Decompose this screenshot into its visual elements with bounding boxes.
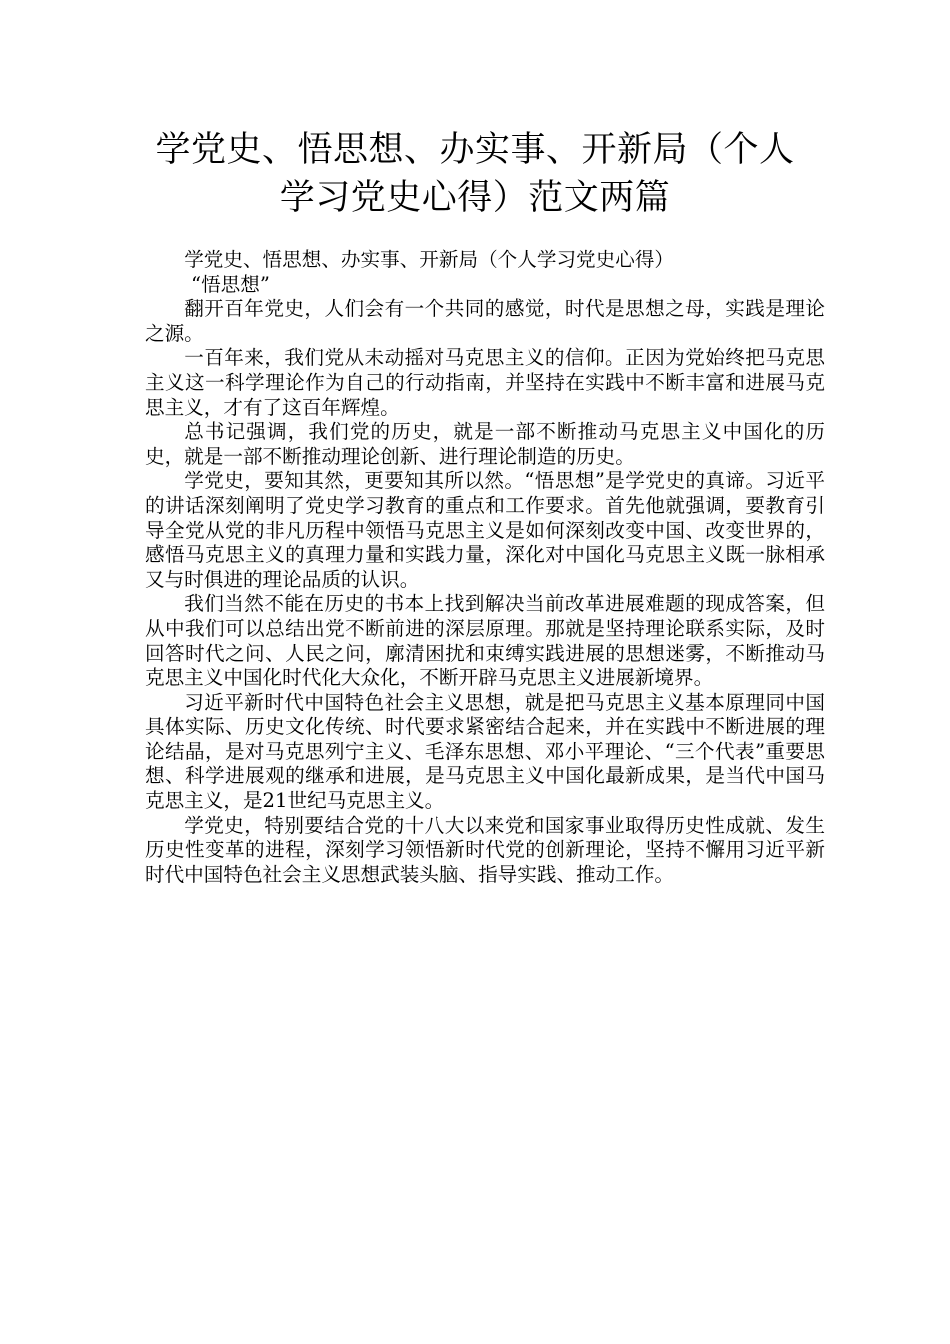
paragraph: 翻开百年党史，人们会有一个共同的感觉，时代是思想之母，实践是理论之源。	[145, 297, 825, 345]
title-line-2: 学习党史心得）范文两篇	[279, 178, 671, 218]
document-body	[145, 248, 825, 887]
paragraph-section-heading: “悟思想”	[191, 272, 270, 296]
paragraph: 学党史，要知其然，更要知其所以然。“悟思想”是学党史的真谛。习近平的讲话深刻阐明了党史学习教育的重点和工作要求。首先他就强调，要教育引导全党从党的非凡历程中领悟马克思主义是如何深刻改变中国、改变世界的，感悟马克思主义的真理力量和实践力量，深化对中国化马克思主义既一脉相承又与时俱进的理论品质的认识。	[145, 469, 825, 591]
paragraph: 总书记强调，我们党的历史，就是一部不断推动马克思主义中国化的历史，就是一部不断推动理论创新、进行理论制造的历史。	[145, 420, 825, 468]
paragraph-subtitle: 学党史、悟思想、办实事、开新局（个人学习党史心得）	[184, 248, 675, 271]
document-title	[120, 126, 830, 222]
paragraph: 习近平新时代中国特色社会主义思想，就是把马克思主义基本原理同中国具体实际、历史文化传统、时代要求紧密结合起来，并在实践中不断进展的理论结晶，是对马克思列宁主义、毛泽东思想、邓小平理论、“三个代表”重要思想、科学进展观的继承和进展，是马克思主义中国化最新成果，是当代中国马克思主义，是21世纪马克思主义。	[145, 690, 825, 813]
paragraph: 一百年来，我们党从未动摇对马克思主义的信仰。正因为党始终把马克思主义这一科学理论作为自己的行动指南，并坚持在实践中不断丰富和进展马克思主义，才有了这百年辉煌。	[145, 346, 825, 419]
title-line-1: 学党史、悟思想、办实事、开新局（个人	[155, 130, 795, 170]
paragraph: 学党史，特别要结合党的十八大以来党和国家事业取得历史性成就、发生历史性变革的进程，深刻学习领悟新时代党的创新理论，坚持不懈用习近平新时代中国特色社会主义思想武装头脑、指导实践、推动工作。	[145, 813, 825, 886]
paragraph: 我们当然不能在历史的书本上找到解决当前改革进展难题的现成答案，但从中我们可以总结出党不断前进的深层原理。那就是坚持理论联系实际，及时回答时代之问、人民之问，廓清困扰和束缚实践进展的思想迷雾，不断推动马克思主义中国化时代化大众化，不断开辟马克思主义进展新境界。	[145, 592, 825, 690]
